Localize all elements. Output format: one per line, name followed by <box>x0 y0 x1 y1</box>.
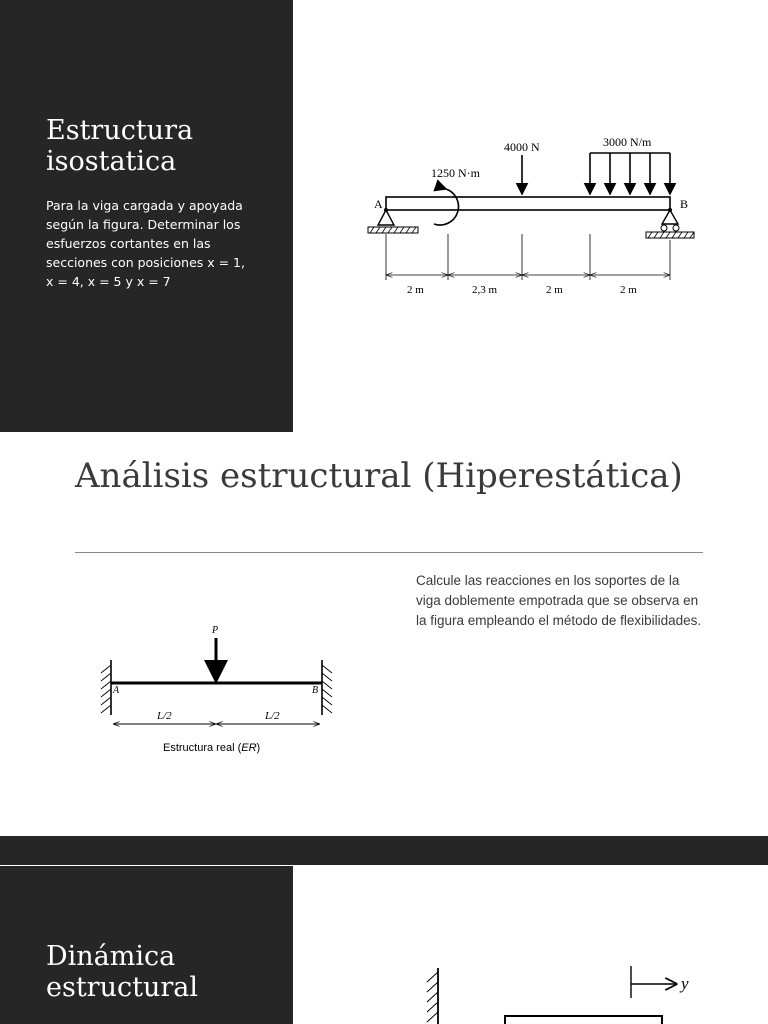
dimension-lines <box>386 234 670 280</box>
y-axis-arrow <box>631 966 676 998</box>
dim-left-label: L/2 <box>157 710 172 722</box>
slide1-title: Estructura isostatica <box>46 115 194 177</box>
dim-label-3: 2 m <box>546 284 563 296</box>
point-load-label: 4000 N <box>504 140 540 154</box>
dist-load-label: 3000 N/m <box>603 135 652 149</box>
roller-support-b <box>646 208 694 238</box>
pin-support-a <box>368 208 418 233</box>
distributed-load <box>590 153 670 194</box>
fixed-support-b <box>322 660 332 715</box>
dim-label-2: 2,3 m <box>472 284 498 296</box>
slide3-title: Dinámica estructural <box>46 941 198 1003</box>
slide-divider-bar <box>0 836 768 865</box>
slide3-panel-top-edge <box>0 865 293 866</box>
fixed-wall <box>427 968 438 1024</box>
dynamics-figure <box>420 960 720 1024</box>
support-b-label: B <box>680 197 689 211</box>
dim-right-label: L/2 <box>265 710 280 722</box>
fixed-support-a <box>101 660 111 715</box>
slide2-description: Calcule las reacciones en los soportes de la viga doblemente empotrada que se observa en la figura empleando el método de flexibilidades. <box>416 573 702 628</box>
moment-label: 1250 N·m <box>431 166 480 180</box>
isostatic-beam-figure <box>360 130 710 305</box>
dim-label-1: 2 m <box>407 284 424 296</box>
support-a-label: A <box>374 197 383 211</box>
support-b-label: B <box>312 685 319 696</box>
load-label: P <box>212 625 219 636</box>
axis-label-y: y <box>681 974 689 993</box>
figure-caption: Estructura real (ER) <box>163 742 261 754</box>
dim-label-4: 2 m <box>620 284 637 296</box>
support-a-label: A <box>113 685 120 696</box>
slide2-divider <box>75 552 703 553</box>
fixed-beam-figure <box>95 620 345 760</box>
slide2-title: Análisis estructural (Hiperestática) <box>75 456 683 496</box>
slide1-description: Para la viga cargada y apoyada según la figura. Determinar los esfuerzos cortantes en las secciones con posiciones x = 1, x = 4, x = 5 y x = 7 <box>46 198 245 289</box>
beam <box>386 197 670 210</box>
mass-block <box>505 1016 662 1024</box>
